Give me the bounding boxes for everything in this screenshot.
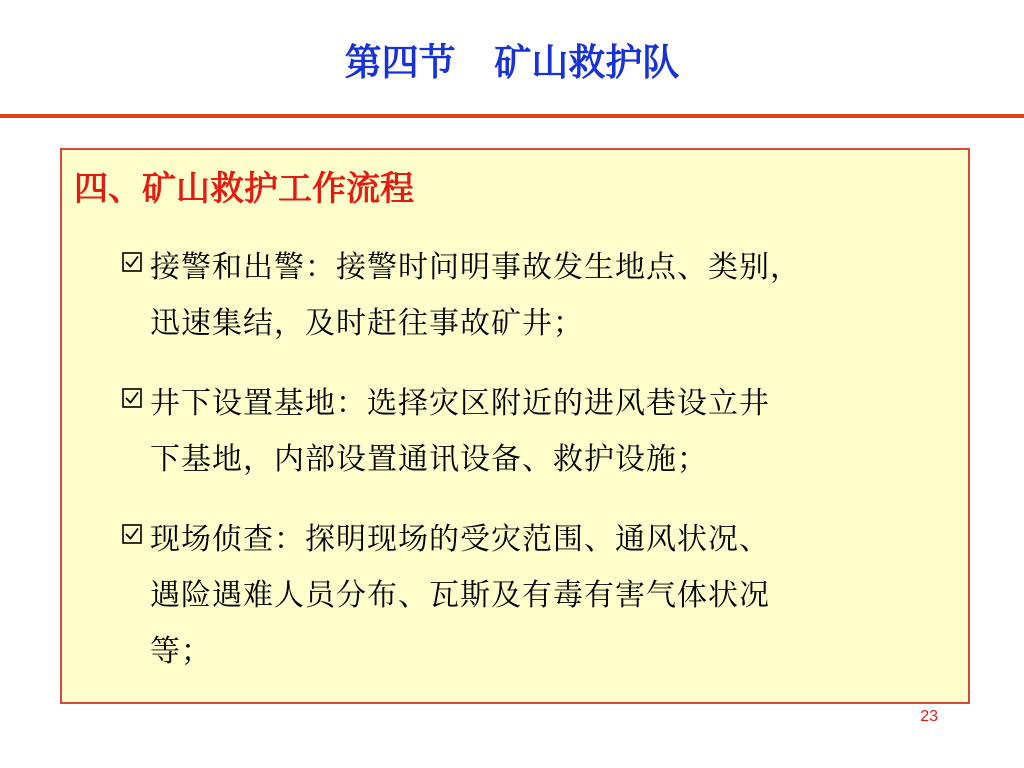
slide-title: 第四节 矿山救护队 [344,41,680,84]
bullet-item-underground-base [122,376,982,488]
bullet-line: 等； [150,634,212,669]
section-heading: 四、矿山救护工作流程 [74,169,414,209]
bullet-line: 现场侦查：探明现场的受灾范围、通风状况、 [150,522,770,557]
checkbox-checked-icon [122,388,142,408]
bullet-line: 遇险遇难人员分布、瓦斯及有毒有害气体状况 [150,578,770,613]
page-number: 23 [920,708,938,725]
bullet-line: 井下设置基地：选择灾区附近的进风巷设立井 [150,386,770,421]
bullet-line: 接警和出警：接警时问明事故发生地点、类别， [150,250,801,285]
content-box [60,148,970,704]
checkbox-checked-icon [122,524,142,544]
bullet-item-site-investigation [122,512,982,680]
bullet-line: 下基地，内部设置通讯设备、救护设施； [150,442,708,477]
bullet-line: 迅速集结，及时赶往事故矿井； [150,306,584,341]
bullet-item-alarm-response [122,240,982,352]
checkbox-checked-icon [122,252,142,272]
title-divider [0,114,1024,118]
